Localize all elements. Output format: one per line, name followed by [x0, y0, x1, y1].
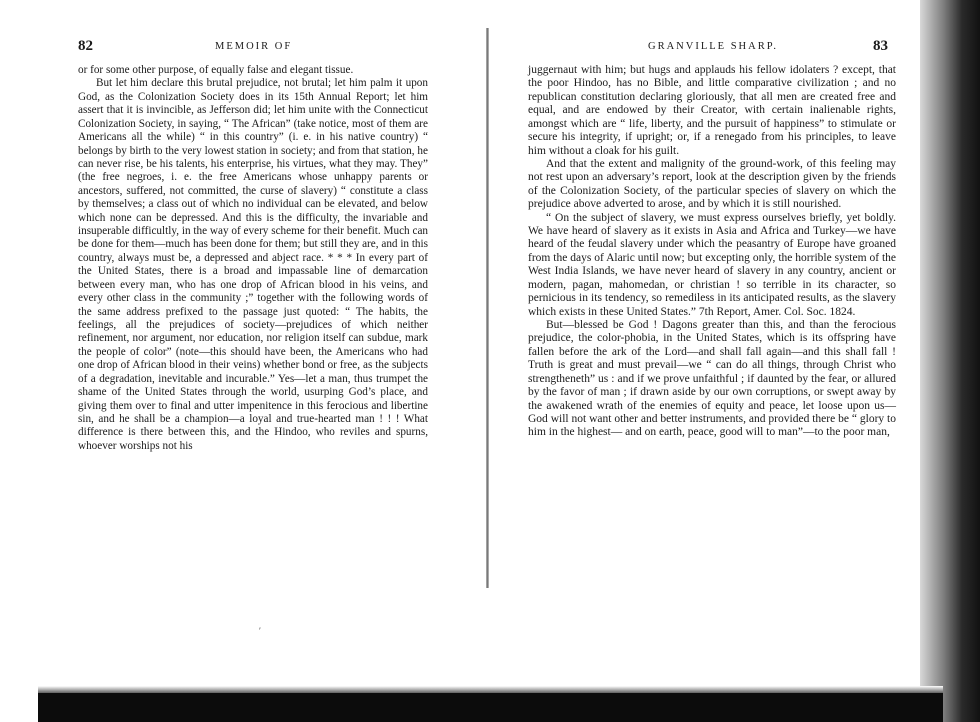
scan-edge-shadow: [920, 0, 980, 722]
left-page-body: [78, 64, 428, 453]
page-number-right: 83: [873, 38, 888, 54]
scan-bottom-band: [38, 693, 943, 722]
paragraph: or for some other purpose, of equally false and elegant tissue.: [78, 64, 354, 76]
paragraph: juggernaut with him; but hugs and applauds his fellow idolaters ? except, that the poor Hindoo, has no Bible, and little comparative civilization ; and no republican constitution declaring gloriously, that all men are created free and equal, and are endowed by their Creator, with certain inalienable rights, amongst which are “ life, liberty, and the pursuit of happiness” to stimulate or secure his integrity, if upright; or, if a renegado from his principles, to leave him without a cloak for his guilt.: [528, 64, 896, 157]
paragraph: And that the extent and malignity of the ground-work, of this feeling may not rest upon an adversary’s report, look at the description given by the friends of the Colonization Society, of the particular species of slavery on which the prejudice above adverted to arose, and by which it is still nourished.: [528, 157, 896, 211]
paragraph: But let him declare this brutal prejudice, not brutal; let him palm it upon God, as the Colonization Society does in its 15th Annual Report; let him assert that it is invincible, as Jefferson did; let him unite with the Connecticut Colonization Society, in saying, “ The African” (take notice, most of them are Americans all the while) “ in this country” (i. e. in his native country) “ belongs by birth to the very lowest station in society; and from that station, he can never rise, be his talents, his enterprise, his virtues, what they may. They” (the free negroes, i. e. the free Americans whose unhappy parents or ancestors, suffered, not committed, the curse of slavery) “ constitute a class by themselves; a class out of which no individual can be elevated, and below which none can be depressed. And this is the difficulty, the invariable and insuperable difficultly, in the way of every scheme for their benefit. Much can be done for them—much has been done for them; but still they are, and in this country, always must be, a depressed and abject race. * * * In every part of the United States, there is a broad and impassable line of demarcation between every man, who has one drop of African blood in his veins, and every other class in the community ;” together with the following words of the same address prefixed to the passage just quoted: “ The habits, the feelings, all the prejudices of society—prejudices of which neither refinement, nor argument, nor education, nor religion itself can subdue, mark the people of color” (note—this should have been, the Americans who had one drop of African blood in their veins) whether bond or free, as the subjects of a degradation, inevitable and incurable.” Yes—let a man, thus trumpet the shame of the United States through the world, usurping God’s place, and giving them over to final and utter impenitence in this ferocious and libertine sin, and he shall be a champion—a loyal and true-hearted man ! ! ! What difference is there between this, and the Hindoo, who reviles and spurns, whoever worships not his: [78, 77, 428, 452]
paragraph: But—blessed be God ! Dagons greater than this, and than the ferocious prejudice, the color-phobia, in the United States, which is its offspring have fallen before the ark of the Lord—and shall fall again—and this shall fall ! Truth is great and must prevail—we “ can do all things, through Christ who strengtheneth” us : and if we prove unfaithful ; if daunted by the fear, or allured by the favor of man ; if drawn aside by our own corruptions, or swept away by the awakened wrath of the enemies of equity and peace, let loose upon us—God will not want other and better instruments, and provided there be “ glory to him in the highest— and on earth, peace, good will to man”—to the poor man,: [528, 319, 896, 439]
running-head-right: GRANVILLE SHARP.: [648, 41, 779, 52]
margin-mark: ′: [259, 626, 261, 636]
page-gutter: [486, 28, 489, 588]
page-number-left: 82: [78, 38, 93, 54]
running-head-left: MEMOIR OF: [215, 41, 293, 52]
right-page: [490, 0, 980, 722]
right-page-body: [528, 64, 896, 440]
paragraph: “ On the subject of slavery, we must express ourselves briefly, yet boldly. We have heard of slavery as it exists in Asia and Africa and Turkey—we have heard of the feudal slavery under which the peasantry of Europe have groaned from the days of Alaric until now; but excepting only, the horrible system of the West India Islands, we have never heard of slavery in any country, ancient or modern, pagan, mahomedan, or christian ! so terrible in its character, so pernicious in its tendency, so remediless in its anticipated results, as the slavery which exists in these United States.” 7th Report, Amer. Col. Soc. 1824.: [528, 211, 896, 318]
